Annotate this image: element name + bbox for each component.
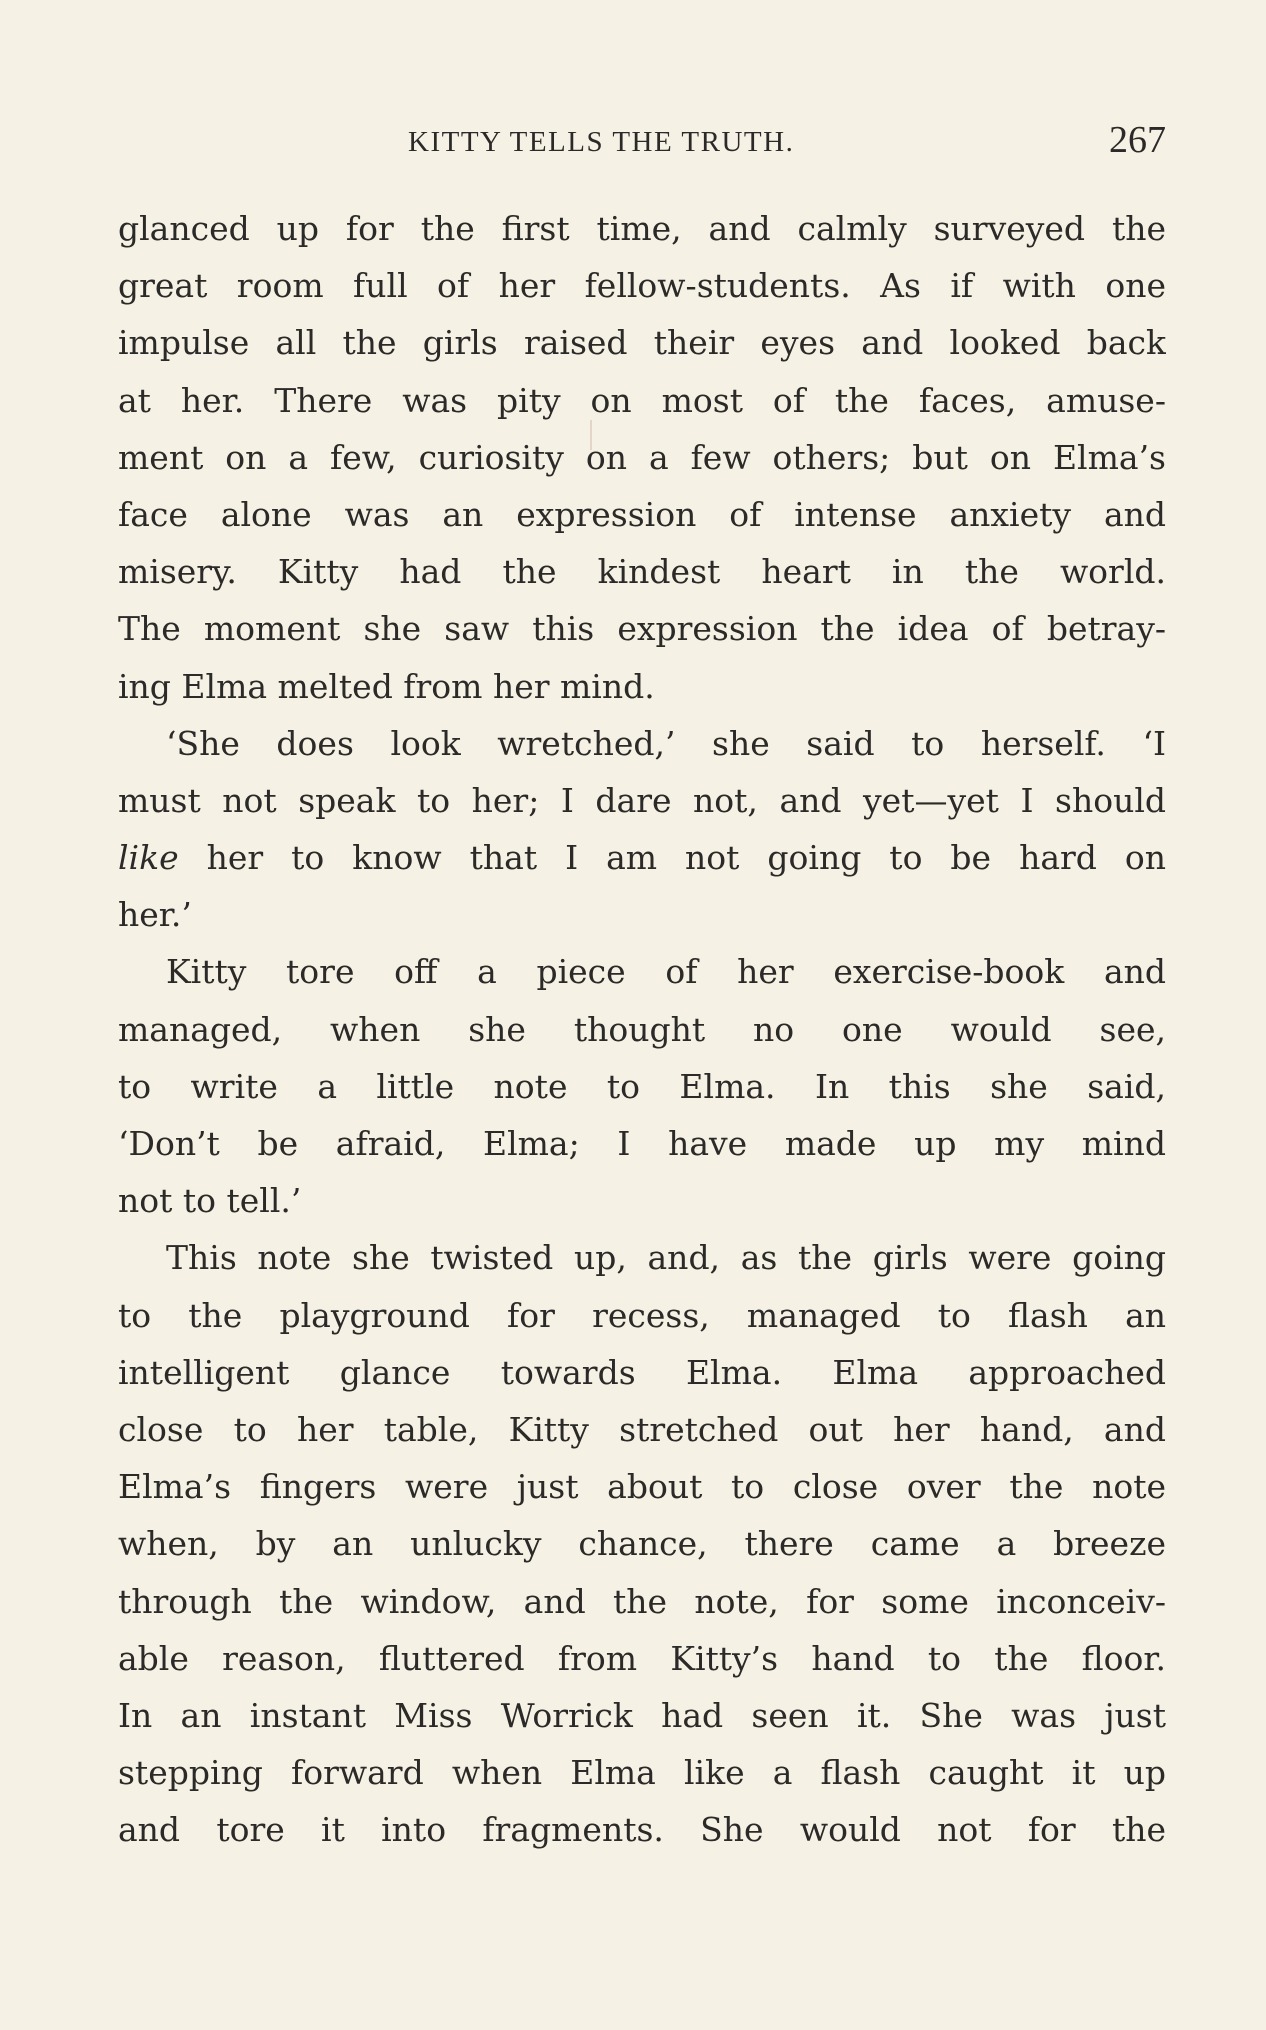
- text-line: at her. There was pity on most of the faces, amuse-: [118, 380, 1166, 420]
- text-line: The moment she saw this expression the idea of betray-: [118, 609, 1166, 649]
- text-line: ment on a few, curiosity on a few others; but on Elma’s: [118, 437, 1166, 477]
- text-line: to write a little note to Elma. In this she said,: [118, 1066, 1166, 1106]
- text-line: managed, when she thought no one would see,: [118, 1009, 1166, 1049]
- text-line: not to tell.’: [118, 1181, 302, 1221]
- page-number: 267: [1109, 119, 1166, 161]
- text-line: through the window, and the note, for some inconceiv-: [118, 1581, 1166, 1621]
- text-line: glanced up for the first time, and calmly surveyed the: [118, 209, 1166, 248]
- text-line: to the playground for recess, managed to flash an: [118, 1295, 1166, 1335]
- text-line: close to her table, Kitty stretched out her hand, and: [118, 1409, 1166, 1449]
- running-head: KITTY TELLS THE TRUTH.: [408, 126, 795, 158]
- text-line: great room full of her fellow-students. As if with one: [118, 266, 1166, 306]
- text-run: her to know that I am not going to be hard on: [178, 838, 1166, 878]
- text-line: impulse all the girls raised their eyes and looked back: [118, 323, 1166, 363]
- text-line: and tore it into fragments. She would not for the: [118, 1810, 1166, 1850]
- text-line: must not speak to her; I dare not, and yet—yet I should: [118, 780, 1166, 820]
- text-line: This note she twisted up, and, as the girls were going: [166, 1238, 1166, 1278]
- text-line: when, by an unlucky chance, there came a breeze: [118, 1524, 1166, 1564]
- text-line: In an instant Miss Worrick had seen it. She was just: [118, 1695, 1166, 1735]
- text-line: ‘She does look wretched,’ she said to herself. ‘I: [166, 723, 1166, 763]
- text-line: Kitty tore off a piece of her exercise-book and: [166, 952, 1166, 992]
- page-header: [118, 118, 1166, 164]
- text-line: misery. Kitty had the kindest heart in the world.: [118, 552, 1166, 592]
- emphasis: like: [118, 838, 179, 878]
- body-text: [118, 200, 1166, 1858]
- text-line: intelligent glance towards Elma. Elma approached: [118, 1352, 1166, 1392]
- text-line: ing Elma melted from her mind.: [118, 666, 655, 706]
- text-line: [118, 829, 1166, 886]
- text-line: ‘Don’t be afraid, Elma; I have made up my mind: [118, 1124, 1166, 1163]
- text-line: stepping forward when Elma like a flash caught it up: [118, 1753, 1166, 1793]
- text-line: Elma’s fingers were just about to close over the note: [118, 1467, 1166, 1507]
- text-line: able reason, fluttered from Kitty’s hand to the floor.: [118, 1638, 1166, 1678]
- text-line: face alone was an expression of intense anxiety and: [118, 494, 1166, 534]
- text-line: her.’: [118, 895, 192, 935]
